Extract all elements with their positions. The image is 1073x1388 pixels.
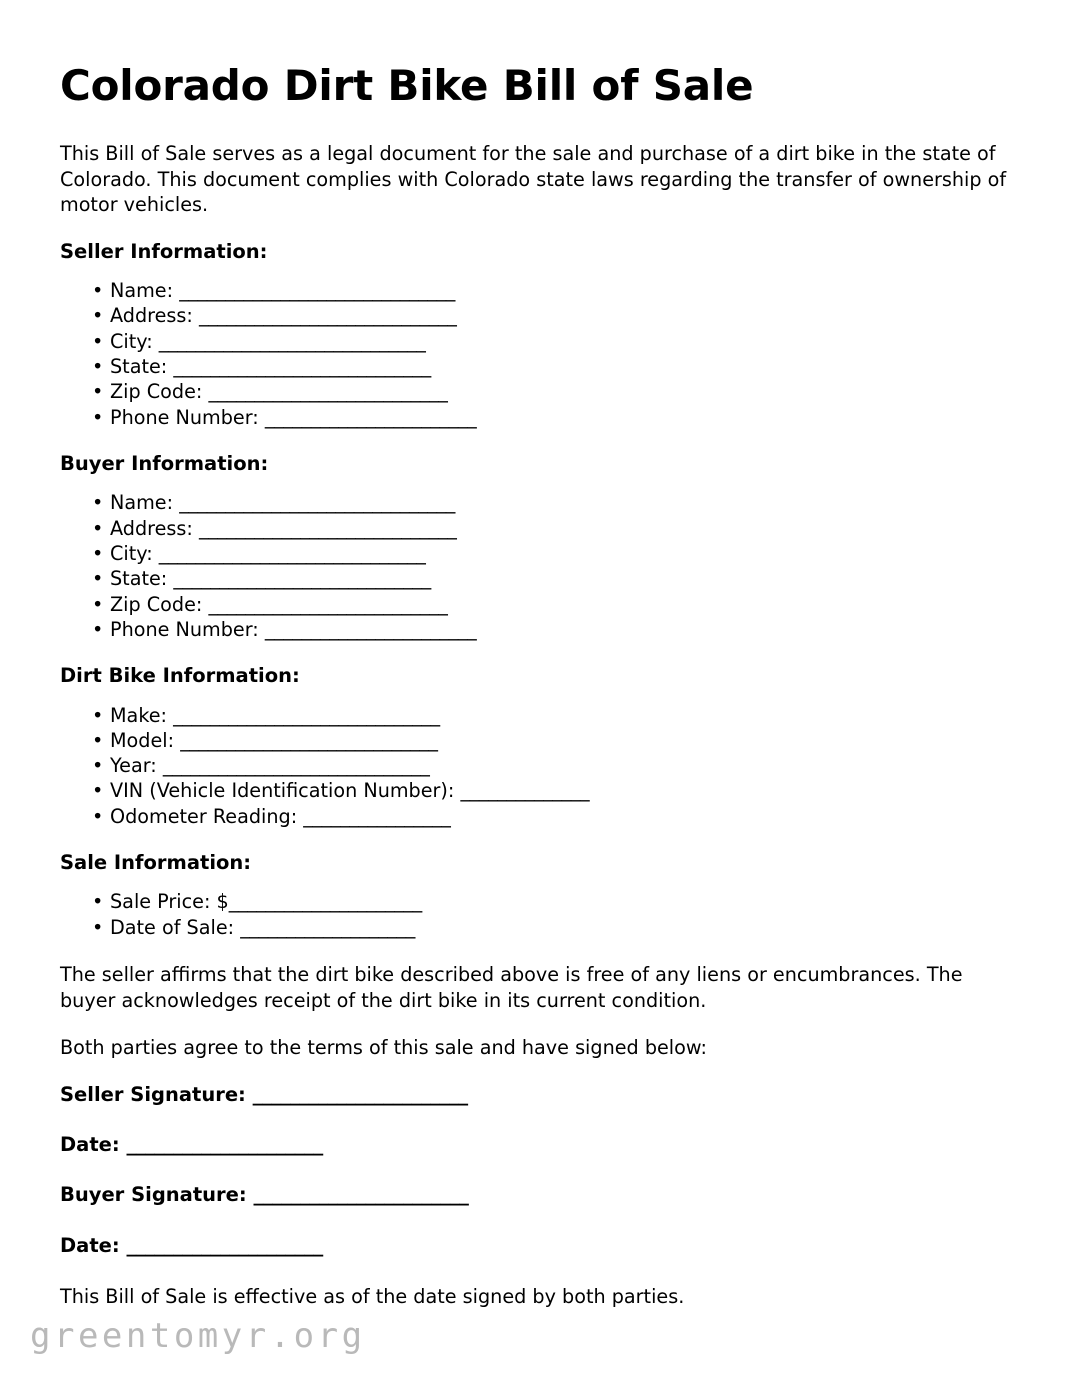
field-label: Year: bbox=[110, 754, 157, 778]
field-label: VIN (Vehicle Identification Number): bbox=[110, 779, 455, 803]
list-item bbox=[60, 703, 1015, 728]
field-label: Phone Number: bbox=[110, 617, 259, 641]
buyer-signature-blank[interactable]: _______________________ bbox=[253, 1183, 469, 1207]
field-label: Date of Sale: bbox=[110, 915, 235, 939]
field-blank[interactable]: _______________________ bbox=[264, 617, 477, 641]
buyer-date-label: Date: bbox=[60, 1233, 120, 1257]
field-label: Odometer Reading: bbox=[110, 804, 298, 828]
seller-date-blank[interactable]: _____________________ bbox=[126, 1133, 323, 1157]
list-item bbox=[60, 303, 1015, 328]
field-label: Make: bbox=[110, 703, 168, 727]
intro-paragraph: This Bill of Sale serves as a legal document for the sale and purchase of a dirt bike in the state of Colorado. This document complies with Colorado state laws regarding the transfer of ownership of motor vehicles. bbox=[60, 142, 1007, 217]
list-item bbox=[60, 804, 1015, 829]
field-label: Address: bbox=[110, 304, 193, 328]
field-label: Sale Price: $ bbox=[110, 890, 229, 914]
seller-field-list bbox=[60, 278, 1015, 430]
list-item bbox=[60, 778, 1015, 803]
field-blank[interactable]: ____________________________ bbox=[199, 516, 457, 540]
field-label: State: bbox=[110, 355, 168, 379]
field-label: Zip Code: bbox=[110, 592, 203, 616]
field-label: Name: bbox=[110, 491, 174, 515]
field-blank[interactable]: _____________________________ bbox=[158, 329, 426, 353]
buyer-date-line bbox=[60, 1234, 1015, 1258]
field-blank[interactable]: ____________________________ bbox=[199, 304, 457, 328]
field-blank[interactable]: ____________________________ bbox=[180, 728, 438, 752]
dirt-bike-information-heading: Dirt Bike Information: bbox=[60, 664, 300, 688]
list-item bbox=[60, 278, 1015, 303]
list-item bbox=[60, 915, 1015, 940]
seller-date-label: Date: bbox=[60, 1133, 120, 1157]
field-blank[interactable]: _____________________________ bbox=[158, 541, 426, 565]
closing-paragraph: This Bill of Sale is effective as of the date signed by both parties. bbox=[60, 1285, 685, 1309]
field-blank[interactable]: ___________________ bbox=[240, 915, 415, 939]
list-item bbox=[60, 405, 1015, 430]
field-blank[interactable]: _______________________ bbox=[264, 405, 477, 429]
list-item bbox=[60, 516, 1015, 541]
seller-information-heading: Seller Information: bbox=[60, 239, 268, 263]
list-item bbox=[60, 592, 1015, 617]
field-blank[interactable]: __________________________ bbox=[208, 380, 448, 404]
field-label: City: bbox=[110, 329, 153, 353]
list-item bbox=[60, 490, 1015, 515]
field-blank[interactable]: ________________ bbox=[303, 804, 451, 828]
agreement-paragraph: Both parties agree to the terms of this sale and have signed below: bbox=[60, 1036, 707, 1060]
field-blank[interactable]: ____________________________ bbox=[173, 567, 431, 591]
field-blank[interactable]: _____________________________ bbox=[162, 754, 430, 778]
list-item bbox=[60, 329, 1015, 354]
buyer-information-heading: Buyer Information: bbox=[60, 451, 269, 475]
list-item bbox=[60, 728, 1015, 753]
affirmation-paragraph: The seller affirms that the dirt bike described above is free of any liens or encumbrances. The buyer acknowledges receipt of the dirt bike in its current condition. bbox=[60, 962, 963, 1012]
sale-field-list bbox=[60, 889, 1015, 940]
sale-information-heading: Sale Information: bbox=[60, 850, 252, 874]
dirt-bike-field-list bbox=[60, 703, 1015, 829]
seller-signature-blank[interactable]: _______________________ bbox=[252, 1082, 468, 1106]
list-item bbox=[60, 354, 1015, 379]
field-label: Name: bbox=[110, 279, 174, 303]
field-blank[interactable]: __________________________ bbox=[208, 592, 448, 616]
list-item bbox=[60, 566, 1015, 591]
list-item bbox=[60, 379, 1015, 404]
field-blank[interactable]: _____________________ bbox=[228, 890, 422, 914]
field-label: Address: bbox=[110, 516, 193, 540]
field-blank[interactable]: ____________________________ bbox=[173, 355, 431, 379]
document-content bbox=[60, 62, 1015, 1310]
buyer-date-blank[interactable]: _____________________ bbox=[126, 1233, 323, 1257]
list-item bbox=[60, 617, 1015, 642]
buyer-field-list bbox=[60, 490, 1015, 642]
field-blank[interactable]: ______________________________ bbox=[179, 491, 456, 515]
buyer-signature-line bbox=[60, 1183, 1015, 1207]
field-blank[interactable]: _____________________________ bbox=[173, 703, 440, 727]
buyer-signature-label: Buyer Signature: bbox=[60, 1183, 247, 1207]
field-blank[interactable]: ______________ bbox=[460, 779, 590, 803]
signature-block bbox=[60, 1083, 1015, 1259]
field-label: Model: bbox=[110, 728, 175, 752]
list-item bbox=[60, 541, 1015, 566]
seller-date-line bbox=[60, 1133, 1015, 1157]
list-item bbox=[60, 753, 1015, 778]
field-blank[interactable]: ______________________________ bbox=[179, 279, 456, 303]
seller-signature-label: Seller Signature: bbox=[60, 1082, 246, 1106]
field-label: Zip Code: bbox=[110, 380, 203, 404]
field-label: Phone Number: bbox=[110, 405, 259, 429]
list-item bbox=[60, 889, 1015, 914]
site-watermark: greentomyr.org bbox=[30, 1316, 366, 1356]
page-title: Colorado Dirt Bike Bill of Sale bbox=[60, 61, 754, 110]
seller-signature-line bbox=[60, 1083, 1015, 1107]
field-label: City: bbox=[110, 541, 153, 565]
field-label: State: bbox=[110, 567, 168, 591]
